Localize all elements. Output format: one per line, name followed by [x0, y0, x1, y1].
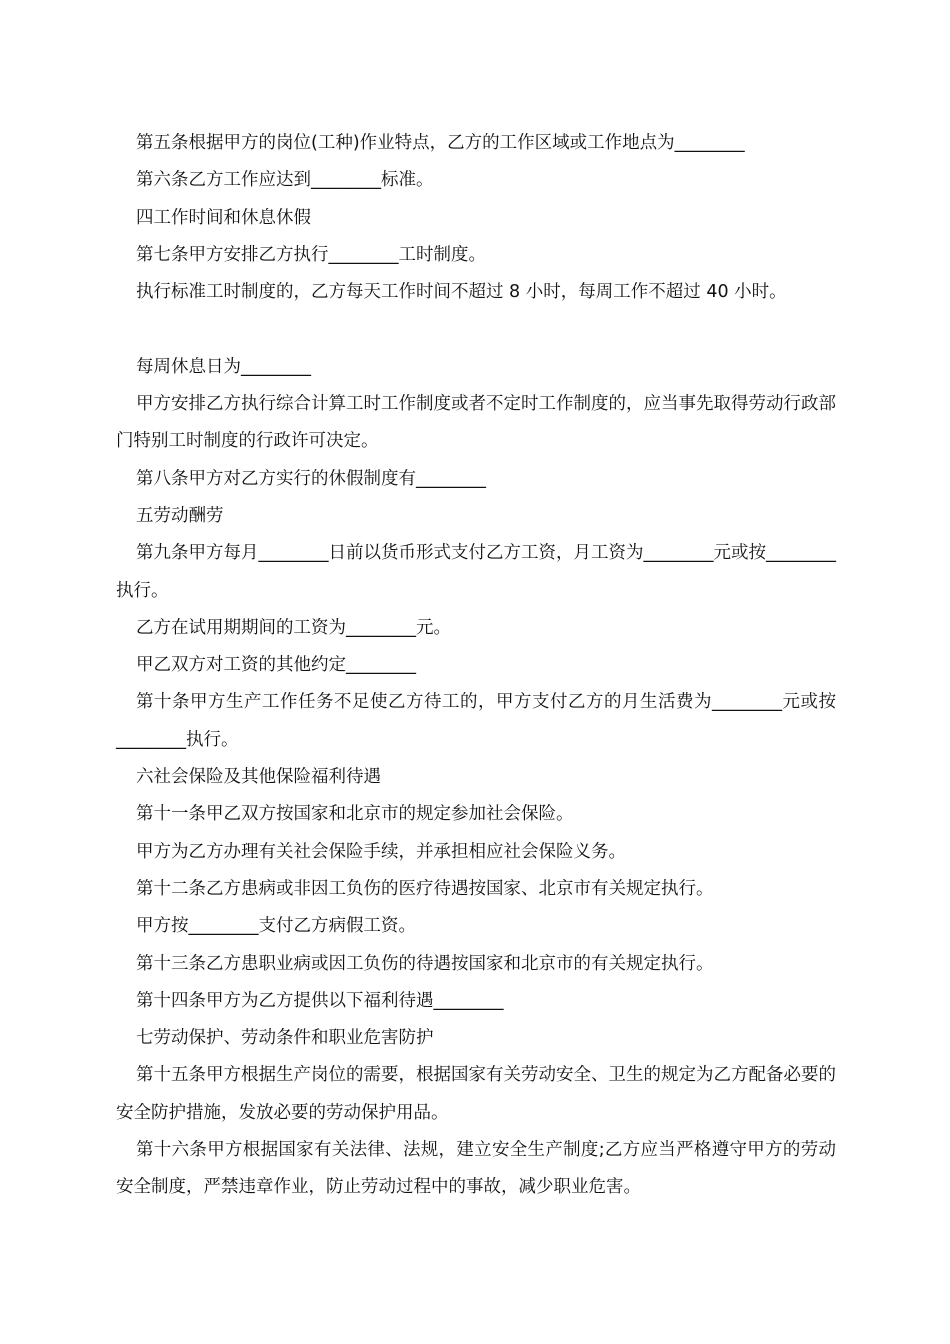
section-heading-4: 四工作时间和休息休假	[136, 207, 311, 228]
paragraph-article-15: 第十五条甲方根据生产岗位的需要，根据国家有关劳动安全、卫生的规定为乙方配备必要的安全防护措施，发放必要的劳动保护用品。	[116, 1065, 836, 1123]
paragraph-weekly-rest-day: 每周休息日为________	[136, 356, 311, 377]
paragraph-article-11: 第十一条甲乙双方按国家和北京市的规定参加社会保险。	[136, 804, 574, 825]
paragraph-probation-wage: 乙方在试用期期间的工资为________元。	[136, 617, 451, 638]
blank-line	[116, 311, 836, 348]
paragraph-article-5: 第五条根据甲方的岗位(工种)作业特点，乙方的工作区域或工作地点为________	[136, 133, 745, 153]
paragraph-insurance-duty: 甲方为乙方办理有关社会保险手续，并承担相应社会保险义务。	[136, 841, 626, 862]
document-body	[116, 125, 836, 1207]
paragraph-article-8: 第八条甲方对乙方实行的休假制度有________	[136, 468, 486, 489]
paragraph-article-6: 第六条乙方工作应达到________标准。	[136, 170, 434, 191]
paragraph-standard-hours: 执行标准工时制度的，乙方每天工作时间不超过 8 小时，每周工作不超过 40 小时。	[136, 282, 787, 303]
section-heading-6: 六社会保险及其他保险福利待遇	[136, 767, 381, 788]
paragraph-article-12: 第十二条乙方患病或非因工负伤的医疗待遇按国家、北京市有关规定执行。	[136, 878, 714, 899]
section-heading-5: 五劳动酬劳	[136, 505, 224, 526]
paragraph-article-9: 第九条甲方每月________日前以货币形式支付乙方工资，月工资为________元或按________执行。	[116, 543, 836, 601]
paragraph-article-13: 第十三条乙方患职业病或因工负伤的待遇按国家和北京市的有关规定执行。	[136, 953, 714, 974]
section-heading-7: 七劳动保护、劳动条件和职业危害防护	[136, 1028, 434, 1049]
paragraph-article-7: 第七条甲方安排乙方执行________工时制度。	[136, 244, 486, 265]
paragraph-flexible-hours: 甲方安排乙方执行综合计算工时工作制度或者不定时工作制度的，应当事先取得劳动行政部门特别工时制度的行政许可决定。	[116, 394, 836, 452]
paragraph-article-16: 第十六条甲方根据国家有关法律、法规，建立安全生产制度;乙方应当严格遵守甲方的劳动安全制度，严禁违章作业，防止劳动过程中的事故，减少职业危害。	[116, 1140, 836, 1198]
paragraph-article-10: 第十条甲方生产工作任务不足使乙方待工的，甲方支付乙方的月生活费为________元或按________执行。	[116, 692, 836, 750]
paragraph-other-wage-terms: 甲乙双方对工资的其他约定________	[136, 655, 416, 676]
paragraph-article-14: 第十四条甲方为乙方提供以下福利待遇________	[136, 990, 504, 1011]
paragraph-sick-pay: 甲方按________支付乙方病假工资。	[136, 916, 416, 937]
